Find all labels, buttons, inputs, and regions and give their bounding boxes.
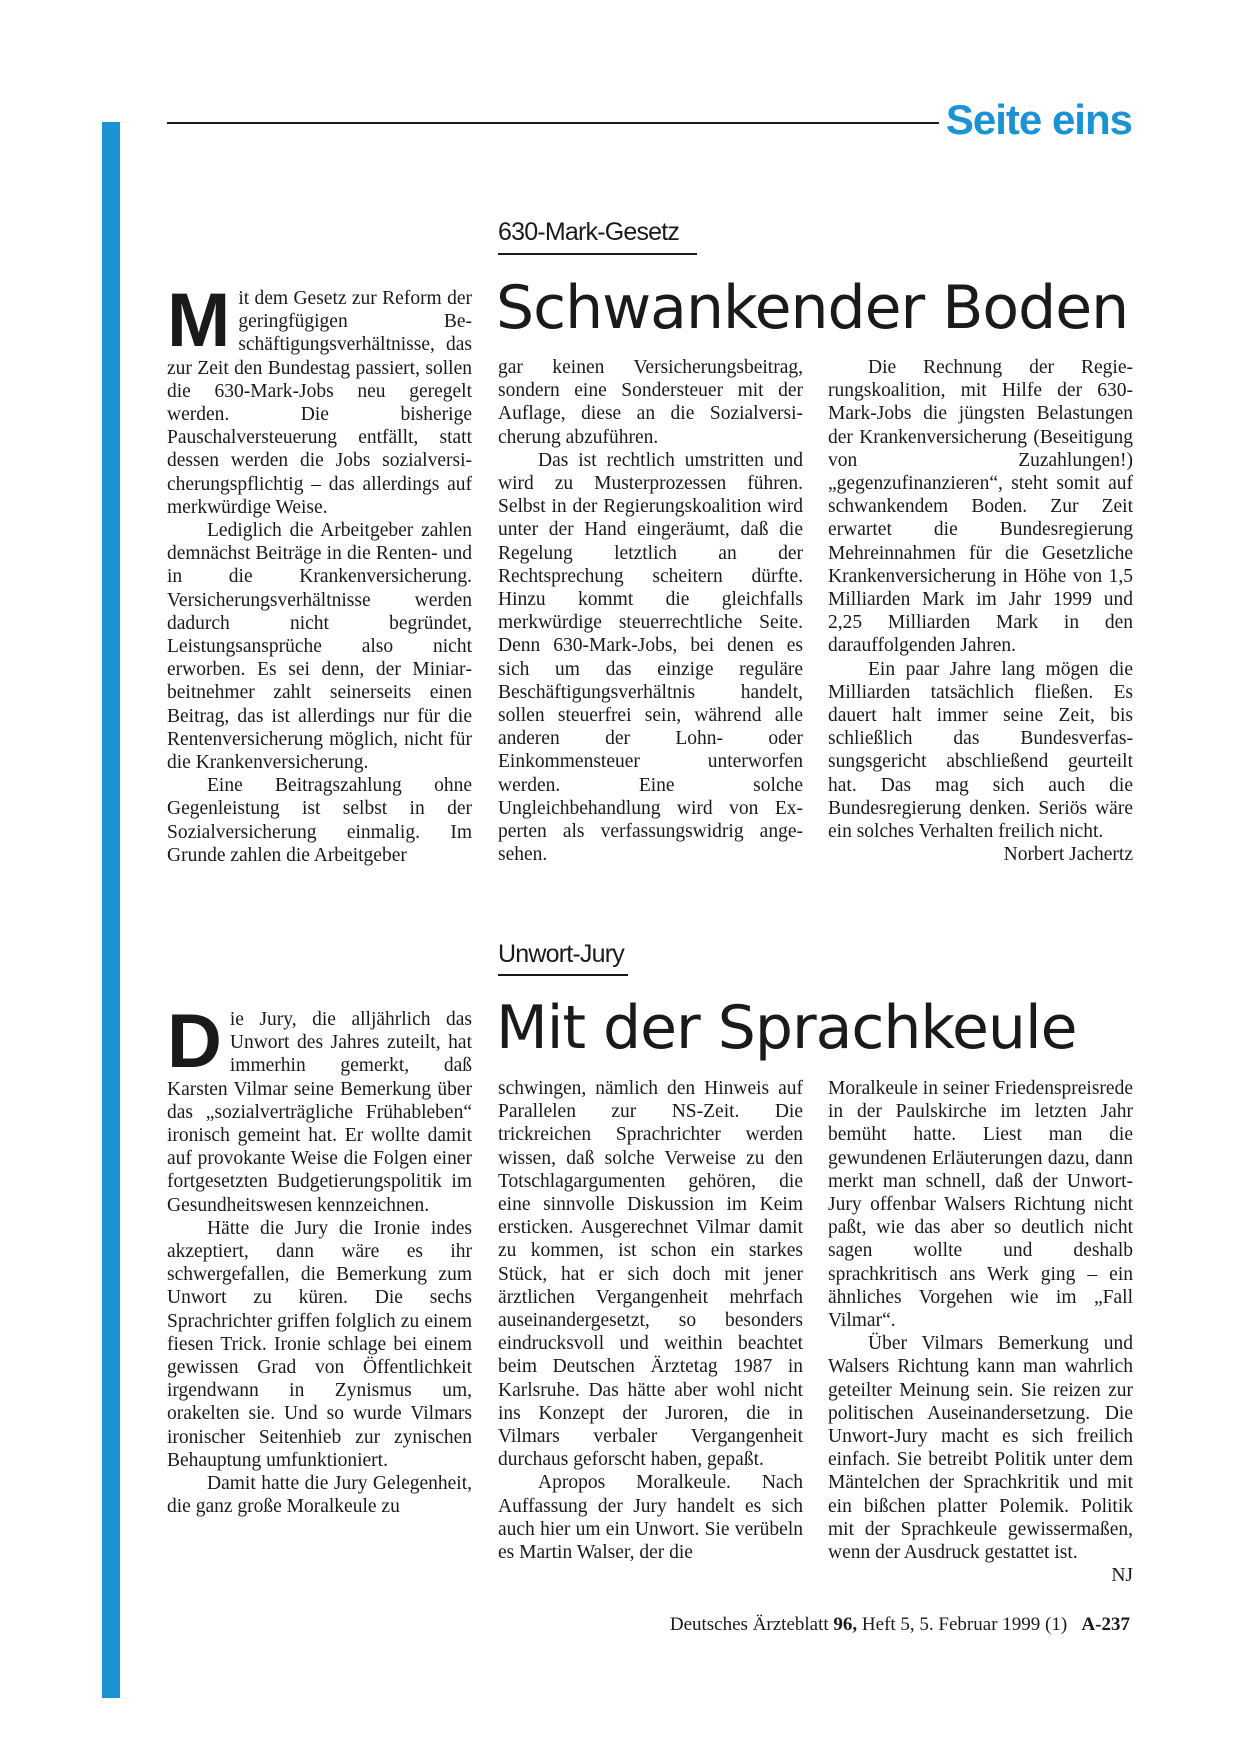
footer-issue: Heft 5, 5. Februar 1999 (1) — [861, 1614, 1068, 1635]
article2-paragraph: Moralkeule in seiner Friedenspreisrede in der Paulskirche im letzten Jahr bemüht hatte. Liest man die gewundenen Erläuterungen dazu, dann merkt man schnell, daß der Unwort-Jury offenbar Walsers Richtung nicht paßt, wie das aber so deutlich nicht sagen wollte und deshalb sprachkritisch ans Werk ging – ein ähnliches Vorgehen wie im „Fall Vilmar“. — [828, 1078, 1133, 1332]
article2-author: NJ — [1111, 1565, 1133, 1587]
article2-paragraph: Damit hatte die Jury Gelegenheit, die ganz große Moralkeule zu — [167, 1473, 472, 1518]
article1-column-1 — [167, 278, 472, 867]
article1-paragraph: Eine Beitragszahlung ohne Gegenleistung ist selbst in der Sozialversicherung einmalig. Im Grunde zahlen die Arbeitgeber — [167, 775, 472, 866]
article2-text: Über Vilmars Bemerkung und Walsers Richtung kann man wahrlich geteilter Meinung sein. Sie reizen zur politischen Auseinandersetzung. Die Unwort-Jury macht es sich freilich einfach. Sie betreibt Politik unter dem Mäntelchen der Sprachkritik und mit ein bißchen platter Polemik. Politik mit der Sprachkeule gewissermaßen, wenn der Ausdruck gestattet ist. — [828, 1333, 1133, 1564]
article1-author: Norbert Jachertz — [1003, 844, 1133, 866]
article2-column-1 — [167, 999, 472, 1518]
article1-kicker-rule — [498, 253, 697, 255]
article1-text: it dem Gesetz zur Reform der geringfügigen Beschäftigungsverhältnisse, das zur Zeit den Bundestag passiert, sollen die 630-Mark-Jobs neu geregelt werden. Die bisherige Pauschalversteuerung entfällt, statt dessen werden die Jobs sozialversicherungspflichtig – das allerdings auf merkwürdige Weise. — [167, 288, 472, 518]
footer-volume: 96, — [833, 1614, 858, 1635]
article1-kicker: 630-Mark-Gesetz — [498, 218, 680, 246]
article1-paragraph — [167, 278, 472, 519]
article1-column-3 — [828, 356, 1133, 866]
article2-text: ie Jury, die alljährlich das Unwort des Jahres zuteilt, hat immerhin gemerkt, daß Karsten Vilmar seine Bemerkung über das „sozialverträgliche Frühableben“ ironisch gemeint hat. Er wollte damit auf provokante Weise die Folgen einer fortgesetzten Budgetierungspolitik im Gesundheitswesen kennzeichnen. — [167, 1009, 472, 1216]
footer-journal: Deutsches Ärzteblatt — [669, 1614, 829, 1635]
article1-paragraph: Die Rechnung der Regierungskoalition, mit Hilfe der 630-Mark-Jobs die jüngsten Belastungen der Krankenversicherung (Beseitigung von Zuzahlungen!) „gegenzufinanzieren“, steht somit auf schwankendem Boden. Zur Zeit erwartet die Bundesregierung Mehreinnahmen für die Gesetzliche Krankenversicherung in Höhe von 1,5 Milliarden Mark im Jahr 1999 und 2,25 Milliarden Mark in den darauffolgenden Jahren. — [828, 357, 1133, 657]
article1-text: Ein paar Jahre lang mögen die Milliarden tatsächlich fließen. Es dauert halt immer seine Zeit, bis schließlich das Bundesverfassungsgericht abschließend geurteilt hat. Das mag sich auch die Bundesregierung denken. Seriös wäre ein solches Verhalten freilich nicht. — [828, 658, 1133, 843]
article2-headline: Mit der Sprachkeule — [496, 993, 1077, 1063]
article2-paragraph: Apropos Moralkeule. Nach Auffassung der Jury handelt es sich auch hier um ein Unwort. Sie verübeln es Martin Walser, der die — [498, 1472, 803, 1564]
article2-column-2 — [498, 1077, 803, 1564]
page-footer — [670, 1614, 1130, 1636]
article2-kicker-rule — [498, 974, 628, 976]
section-title: Seite eins — [945, 96, 1132, 143]
article2-column-3 — [828, 1077, 1133, 1587]
article1-dropcap: M — [167, 278, 231, 363]
article1-paragraph — [828, 658, 1133, 866]
article2-paragraph: Hätte die Jury die Ironie indes akzeptiert, dann wäre es ihr schwergefallen, die Bemerkung zum Unwort zu küren. Die sechs Sprachrichter griffen folglich zu einem fiesen Trick. Ironie schlage bei einem gewissen Grad von Öffentlichkeit irgendwann in Zynismus um, orakelten sie. Und so wurde Vilmars ironischer Seitenhieb zur zynischen Behauptung umfunktioniert. — [167, 1217, 472, 1471]
footer-page-number: A-237 — [1081, 1614, 1130, 1635]
article1-column-2 — [498, 356, 803, 866]
article1-headline: Schwankender Boden — [496, 273, 1129, 343]
article2-kicker: Unwort-Jury — [498, 940, 624, 968]
article2-paragraph: schwingen, nämlich den Hinweis auf Parallelen zur NS-Zeit. Die trickreichen Sprachrichter werden wissen, daß solche Verweise zu den Totschlagargumenten gehören, die eine sinnvolle Diskussion im Keim ersticken. Ausgerechnet Vilmar damit zu kommen, ist schon ein starkes Stück, hat er sich doch mit jener ärztlichen Vergangenheit mehrfach auseinandergesetzt, so besonders eindrucksvoll und weithin beachtet beim Deutschen Ärztetag 1987 in Karlsruhe. Das hätte aber wohl nicht ins Konzept der Juroren, die in Vilmars verbaler Vergangenheit durchaus geforscht haben, gepaßt. — [498, 1078, 803, 1471]
margin-accent-bar — [102, 122, 120, 1698]
article1-paragraph: Lediglich die Arbeitgeber zahlen demnächst Beiträge in die Renten- und in die Krankenversicherung. Versicherungsverhältnisse werden dadurch nicht begründet, Leistungsansprüche also nicht erworben. Es sei denn, der Miniarbeitnehmer zahlt seinerseits einen Beitrag, das ist allerdings nur für die Rentenversicherung möglich, nicht für die Krankenversicherung. — [167, 520, 472, 774]
header-rule — [167, 122, 939, 124]
article2-paragraph — [828, 1332, 1133, 1587]
article1-paragraph: gar keinen Versicherungsbeitrag, sondern eine Sondersteuer mit der Auflage, diese an die Sozialversicherung abzuführen. — [498, 357, 803, 448]
article2-paragraph — [167, 999, 472, 1217]
article2-dropcap: D — [167, 999, 222, 1084]
article1-paragraph: Das ist rechtlich umstritten und wird zu Musterprozessen führen. Selbst in der Regierungskoalition wird unter der Hand eingeräumt, daß die Regelung letztlich an der Rechtsprechung scheitern dürfte. Hinzu kommt die gleichfalls merkwürdige steuerrechtliche Seite. Denn 630-Mark-Jobs, bei denen es sich um das einzige reguläre Beschäftigungsverhältnis handelt, sollen steuerfrei sein, während alle anderen der Lohn- oder Einkommensteuer unterworfen werden. Eine solche Ungleichbehandlung wird von Experten als verfassungswidrig angesehen. — [498, 449, 803, 866]
